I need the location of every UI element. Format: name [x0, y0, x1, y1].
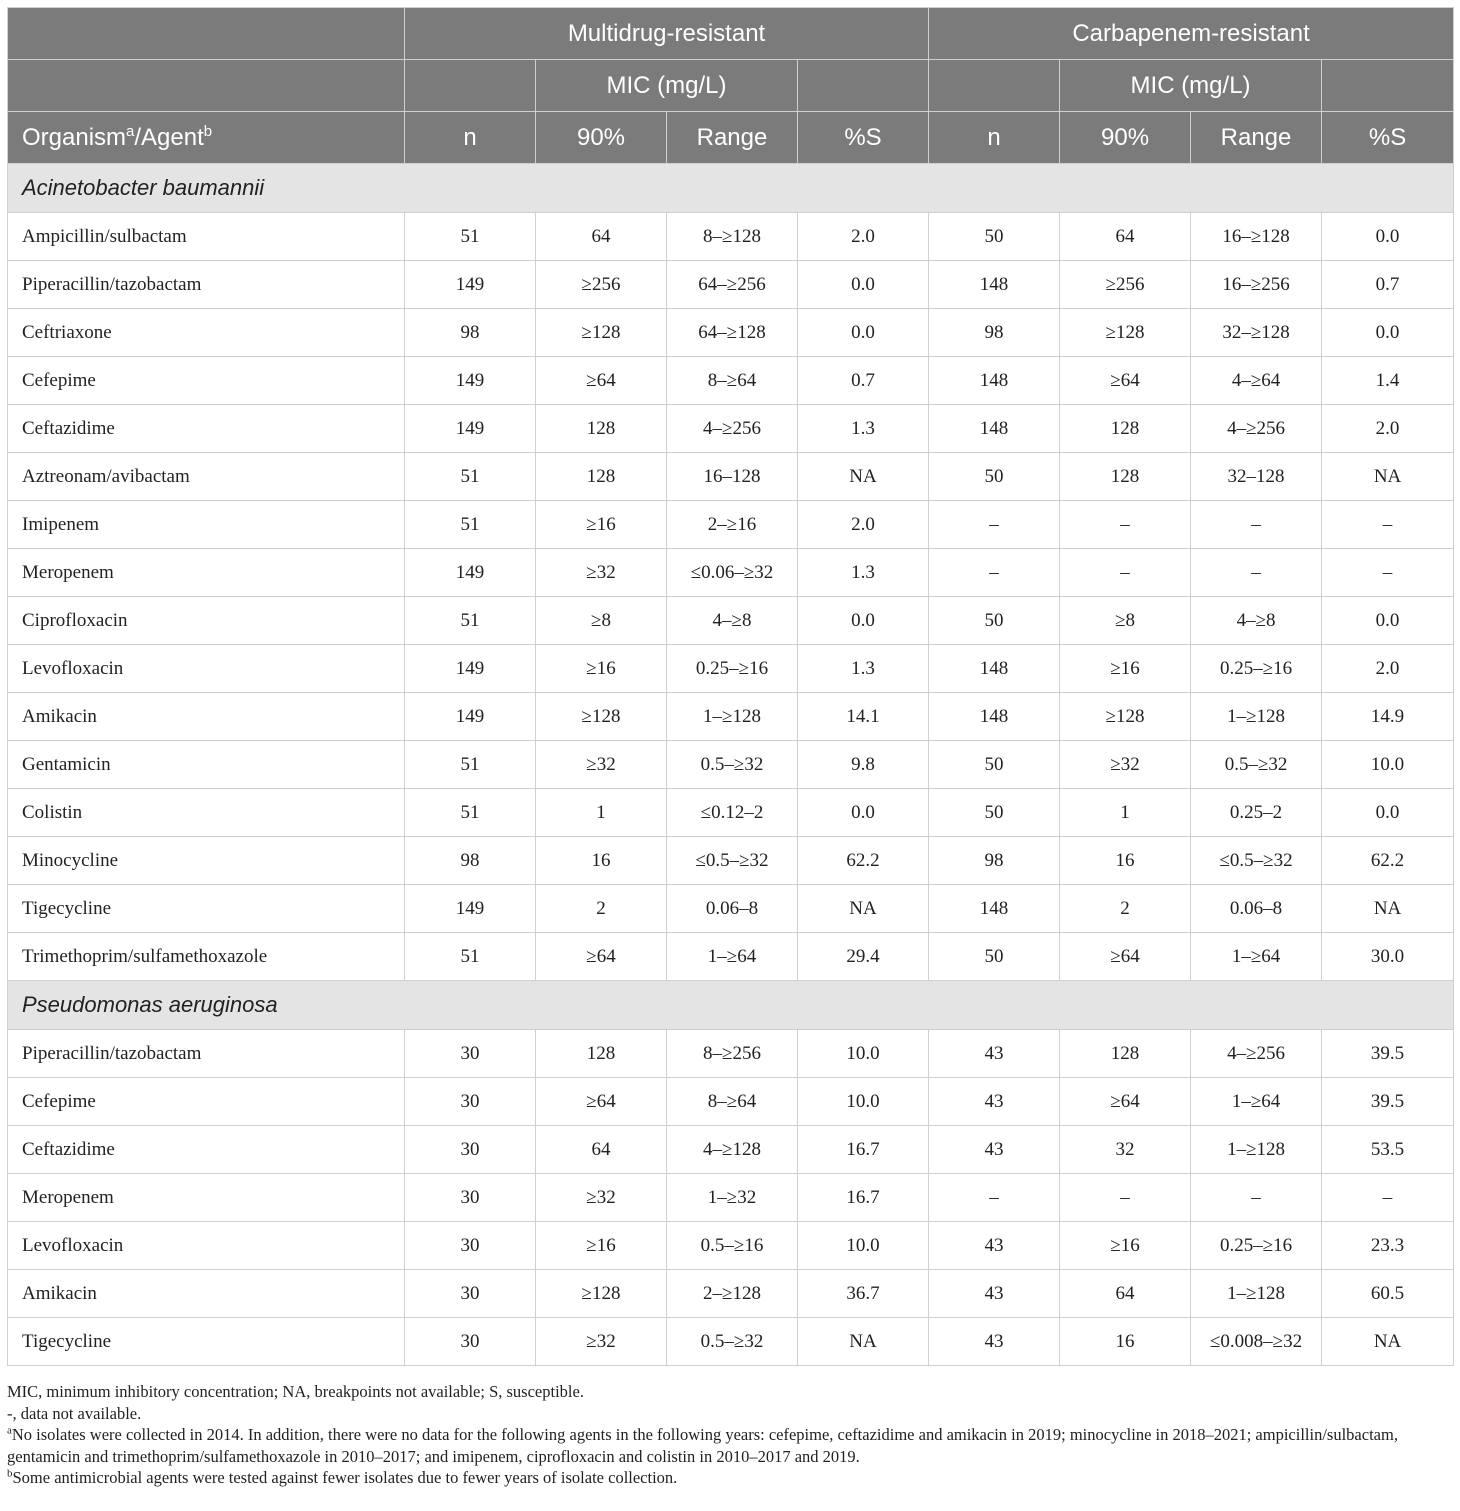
header-90: 90%	[536, 112, 667, 164]
cell-mic90-cr: 128	[1060, 1030, 1191, 1078]
cell-mic90-mdr: 16	[536, 837, 667, 885]
header-range: Range	[667, 112, 798, 164]
cell-mic90-mdr: ≥64	[536, 357, 667, 405]
cell-range-mdr: 8–≥256	[667, 1030, 798, 1078]
cell-range-cr: 0.5–≥32	[1191, 741, 1322, 789]
table-row	[8, 693, 1454, 741]
cell-percent-s-cr: NA	[1322, 453, 1454, 501]
cell-range-mdr: 0.25–≥16	[667, 645, 798, 693]
cell-range-cr: 1–≥64	[1191, 1078, 1322, 1126]
cell-n-mdr: 51	[405, 213, 536, 261]
cell-mic90-cr: ≥16	[1060, 1222, 1191, 1270]
header-row-mic	[8, 60, 1454, 112]
cell-percent-s-mdr: NA	[798, 1318, 929, 1366]
table-row	[8, 1174, 1454, 1222]
table-row	[8, 549, 1454, 597]
header-blank	[1322, 60, 1454, 112]
cell-n-cr: 43	[929, 1270, 1060, 1318]
footnote-dash: -, data not available.	[7, 1403, 142, 1423]
header-row-columns	[8, 112, 1454, 164]
cell-range-mdr: 8–≥64	[667, 357, 798, 405]
cell-mic90-mdr: 128	[536, 453, 667, 501]
cell-mic90-mdr: 128	[536, 1030, 667, 1078]
cell-agent: Minocycline	[8, 837, 405, 885]
cell-n-mdr: 51	[405, 453, 536, 501]
cell-n-cr: –	[929, 1174, 1060, 1222]
cell-n-mdr: 30	[405, 1078, 536, 1126]
cell-range-cr: 1–≥128	[1191, 1126, 1322, 1174]
cell-mic90-mdr: ≥32	[536, 549, 667, 597]
cell-percent-s-cr: 0.0	[1322, 597, 1454, 645]
table-row	[8, 1222, 1454, 1270]
cell-agent: Cefepime	[8, 1078, 405, 1126]
cell-percent-s-mdr: NA	[798, 453, 929, 501]
cell-n-mdr: 51	[405, 789, 536, 837]
cell-percent-s-cr: NA	[1322, 885, 1454, 933]
cell-percent-s-mdr: 29.4	[798, 933, 929, 981]
cell-range-cr: 0.25–≥16	[1191, 645, 1322, 693]
cell-percent-s-cr: NA	[1322, 1318, 1454, 1366]
cell-agent: Amikacin	[8, 693, 405, 741]
header-percent-s: %S	[1322, 112, 1454, 164]
header-blank	[405, 60, 536, 112]
cell-n-mdr: 30	[405, 1126, 536, 1174]
header-organism: Organism	[22, 123, 127, 151]
cell-percent-s-cr: 30.0	[1322, 933, 1454, 981]
cell-percent-s-mdr: NA	[798, 885, 929, 933]
cell-percent-s-mdr: 2.0	[798, 213, 929, 261]
cell-n-cr: 148	[929, 885, 1060, 933]
table-header	[8, 8, 1454, 164]
cell-n-mdr: 149	[405, 693, 536, 741]
cell-range-mdr: 8–≥64	[667, 1078, 798, 1126]
cell-percent-s-mdr: 1.3	[798, 645, 929, 693]
cell-range-cr: –	[1191, 1174, 1322, 1222]
cell-n-mdr: 30	[405, 1030, 536, 1078]
table-row	[8, 309, 1454, 357]
cell-mic90-cr: 64	[1060, 213, 1191, 261]
cell-n-mdr: 98	[405, 837, 536, 885]
cell-n-cr: 50	[929, 453, 1060, 501]
cell-percent-s-mdr: 62.2	[798, 837, 929, 885]
cell-range-cr: 0.25–≥16	[1191, 1222, 1322, 1270]
header-multidrug-resistant: Multidrug-resistant	[405, 8, 929, 60]
cell-n-cr: 43	[929, 1126, 1060, 1174]
header-organism-agent	[8, 112, 405, 164]
cell-range-cr: 16–≥128	[1191, 213, 1322, 261]
cell-range-mdr: 4–≥128	[667, 1126, 798, 1174]
cell-mic90-cr: ≥128	[1060, 309, 1191, 357]
cell-percent-s-cr: 0.0	[1322, 309, 1454, 357]
header-blank	[8, 8, 405, 60]
cell-range-cr: 16–≥256	[1191, 261, 1322, 309]
cell-n-cr: 148	[929, 645, 1060, 693]
cell-n-mdr: 149	[405, 357, 536, 405]
table-row	[8, 1030, 1454, 1078]
table-footnotes	[7, 1381, 1453, 1489]
cell-n-cr: 43	[929, 1078, 1060, 1126]
cell-mic90-cr: 128	[1060, 453, 1191, 501]
footnote-b-mark: b	[7, 1467, 13, 1480]
cell-agent: Piperacillin/tazobactam	[8, 1030, 405, 1078]
cell-mic90-cr: 64	[1060, 1270, 1191, 1318]
cell-agent: Ciprofloxacin	[8, 597, 405, 645]
cell-percent-s-mdr: 2.0	[798, 501, 929, 549]
cell-agent: Meropenem	[8, 1174, 405, 1222]
cell-agent: Amikacin	[8, 1270, 405, 1318]
table-row	[8, 501, 1454, 549]
cell-n-mdr: 30	[405, 1222, 536, 1270]
cell-n-cr: 50	[929, 933, 1060, 981]
cell-range-cr: –	[1191, 549, 1322, 597]
cell-range-mdr: 4–≥256	[667, 405, 798, 453]
cell-agent: Aztreonam/avibactam	[8, 453, 405, 501]
cell-percent-s-mdr: 0.0	[798, 789, 929, 837]
cell-range-cr: 32–≥128	[1191, 309, 1322, 357]
cell-range-cr: 4–≥8	[1191, 597, 1322, 645]
cell-n-mdr: 30	[405, 1270, 536, 1318]
footnote-a	[7, 1424, 1453, 1467]
cell-range-cr: –	[1191, 501, 1322, 549]
cell-n-mdr: 51	[405, 933, 536, 981]
cell-percent-s-cr: 10.0	[1322, 741, 1454, 789]
cell-n-cr: 98	[929, 837, 1060, 885]
cell-mic90-mdr: 2	[536, 885, 667, 933]
table-row	[8, 357, 1454, 405]
cell-percent-s-mdr: 0.0	[798, 261, 929, 309]
cell-mic90-cr: 2	[1060, 885, 1191, 933]
cell-agent: Cefepime	[8, 357, 405, 405]
cell-percent-s-mdr: 0.0	[798, 597, 929, 645]
cell-percent-s-mdr: 16.7	[798, 1126, 929, 1174]
cell-range-mdr: ≤0.12–2	[667, 789, 798, 837]
cell-percent-s-cr: 2.0	[1322, 405, 1454, 453]
cell-mic90-mdr: 1	[536, 789, 667, 837]
cell-mic90-cr: 1	[1060, 789, 1191, 837]
cell-mic90-cr: –	[1060, 501, 1191, 549]
cell-agent: Tigecycline	[8, 1318, 405, 1366]
cell-mic90-cr: ≥64	[1060, 357, 1191, 405]
cell-range-mdr: 0.5–≥32	[667, 1318, 798, 1366]
cell-range-cr: ≤0.008–≥32	[1191, 1318, 1322, 1366]
cell-mic90-cr: 32	[1060, 1126, 1191, 1174]
cell-n-cr: 148	[929, 405, 1060, 453]
cell-percent-s-mdr: 1.3	[798, 549, 929, 597]
cell-range-mdr: 2–≥16	[667, 501, 798, 549]
cell-range-mdr: 64–≥256	[667, 261, 798, 309]
organism-name: Pseudomonas aeruginosa	[8, 981, 1454, 1030]
cell-mic90-cr: 128	[1060, 405, 1191, 453]
cell-range-cr: 1–≥64	[1191, 933, 1322, 981]
header-n: n	[405, 112, 536, 164]
cell-percent-s-mdr: 36.7	[798, 1270, 929, 1318]
cell-n-mdr: 30	[405, 1174, 536, 1222]
header-percent-s: %S	[798, 112, 929, 164]
header-90: 90%	[1060, 112, 1191, 164]
organism-name: Acinetobacter baumannii	[8, 164, 1454, 213]
header-blank	[798, 60, 929, 112]
cell-agent: Ampicillin/sulbactam	[8, 213, 405, 261]
cell-mic90-mdr: ≥32	[536, 1174, 667, 1222]
cell-percent-s-cr: 60.5	[1322, 1270, 1454, 1318]
cell-mic90-mdr: 64	[536, 213, 667, 261]
cell-n-cr: 50	[929, 789, 1060, 837]
table-body	[8, 164, 1454, 1366]
cell-range-mdr: 0.5–≥32	[667, 741, 798, 789]
cell-mic90-cr: ≥64	[1060, 1078, 1191, 1126]
table-row	[8, 741, 1454, 789]
cell-agent: Levofloxacin	[8, 1222, 405, 1270]
cell-n-cr: 50	[929, 213, 1060, 261]
header-mic-carbapenem: MIC (mg/L)	[1060, 60, 1322, 112]
header-n: n	[929, 112, 1060, 164]
cell-percent-s-mdr: 14.1	[798, 693, 929, 741]
cell-percent-s-cr: –	[1322, 549, 1454, 597]
cell-range-cr: 0.06–8	[1191, 885, 1322, 933]
cell-percent-s-cr: 62.2	[1322, 837, 1454, 885]
cell-range-mdr: 8–≥128	[667, 213, 798, 261]
header-range: Range	[1191, 112, 1322, 164]
header-carbapenem-resistant: Carbapenem-resistant	[929, 8, 1454, 60]
cell-mic90-mdr: ≥8	[536, 597, 667, 645]
cell-n-cr: 98	[929, 309, 1060, 357]
footnote-a-text: No isolates were collected in 2014. In addition, there were no data for the following agents in the following years: cefepime, ceftazidime and amikacin in 2019; minocycline in 2018–2021; ampicillin/sulbactam, gentamicin and trimethoprim/sulfamethoxazole in 2010–2017; and imipenem, ciprofloxacin and colistin in 2010–2017 and 2019.	[7, 1425, 1398, 1466]
cell-mic90-cr: ≥256	[1060, 261, 1191, 309]
cell-agent: Trimethoprim/sulfamethoxazole	[8, 933, 405, 981]
cell-range-mdr: 1–≥64	[667, 933, 798, 981]
cell-n-cr: 43	[929, 1318, 1060, 1366]
cell-n-cr: 50	[929, 597, 1060, 645]
cell-percent-s-mdr: 10.0	[798, 1030, 929, 1078]
cell-agent: Colistin	[8, 789, 405, 837]
cell-mic90-mdr: ≥32	[536, 741, 667, 789]
cell-n-mdr: 51	[405, 501, 536, 549]
cell-agent: Imipenem	[8, 501, 405, 549]
organism-group-row	[8, 164, 1454, 213]
cell-percent-s-mdr: 10.0	[798, 1222, 929, 1270]
table-row	[8, 261, 1454, 309]
cell-mic90-mdr: ≥256	[536, 261, 667, 309]
cell-percent-s-cr: –	[1322, 1174, 1454, 1222]
cell-range-mdr: 64–≥128	[667, 309, 798, 357]
cell-percent-s-cr: 39.5	[1322, 1078, 1454, 1126]
cell-percent-s-cr: –	[1322, 501, 1454, 549]
table-row	[8, 645, 1454, 693]
cell-agent: Meropenem	[8, 549, 405, 597]
cell-n-cr: –	[929, 501, 1060, 549]
cell-range-mdr: ≤0.5–≥32	[667, 837, 798, 885]
cell-range-mdr: 1–≥32	[667, 1174, 798, 1222]
table-row	[8, 1270, 1454, 1318]
cell-range-cr: 4–≥64	[1191, 357, 1322, 405]
cell-range-mdr: 16–128	[667, 453, 798, 501]
table-row	[8, 597, 1454, 645]
cell-mic90-mdr: ≥32	[536, 1318, 667, 1366]
cell-percent-s-cr: 23.3	[1322, 1222, 1454, 1270]
footnote-b	[7, 1467, 1453, 1489]
cell-range-mdr: ≤0.06–≥32	[667, 549, 798, 597]
cell-mic90-cr: ≥64	[1060, 933, 1191, 981]
cell-mic90-mdr: ≥16	[536, 501, 667, 549]
cell-mic90-cr: ≥128	[1060, 693, 1191, 741]
cell-mic90-cr: –	[1060, 549, 1191, 597]
cell-percent-s-cr: 1.4	[1322, 357, 1454, 405]
header-row-groups	[8, 8, 1454, 60]
cell-agent: Levofloxacin	[8, 645, 405, 693]
cell-range-mdr: 2–≥128	[667, 1270, 798, 1318]
cell-n-mdr: 149	[405, 405, 536, 453]
cell-n-mdr: 149	[405, 549, 536, 597]
table-row	[8, 933, 1454, 981]
cell-range-mdr: 4–≥8	[667, 597, 798, 645]
cell-mic90-cr: ≥8	[1060, 597, 1191, 645]
cell-mic90-cr: ≥16	[1060, 645, 1191, 693]
cell-n-mdr: 30	[405, 1318, 536, 1366]
table-row	[8, 1126, 1454, 1174]
cell-range-cr: 32–128	[1191, 453, 1322, 501]
cell-percent-s-cr: 53.5	[1322, 1126, 1454, 1174]
cell-percent-s-mdr: 9.8	[798, 741, 929, 789]
cell-n-cr: 50	[929, 741, 1060, 789]
cell-range-cr: 4–≥256	[1191, 405, 1322, 453]
cell-range-mdr: 1–≥128	[667, 693, 798, 741]
footnote-mark-b: b	[203, 122, 213, 140]
table-row	[8, 1078, 1454, 1126]
cell-n-cr: 148	[929, 357, 1060, 405]
footnote-abbreviations: MIC, minimum inhibitory concentration; NA, breakpoints not available; S, susceptible.	[7, 1382, 584, 1401]
cell-percent-s-mdr: 0.0	[798, 309, 929, 357]
cell-mic90-cr: ≥32	[1060, 741, 1191, 789]
cell-n-mdr: 51	[405, 597, 536, 645]
cell-mic90-mdr: 64	[536, 1126, 667, 1174]
cell-range-mdr: 0.5–≥16	[667, 1222, 798, 1270]
cell-n-mdr: 149	[405, 645, 536, 693]
cell-n-cr: 148	[929, 261, 1060, 309]
cell-percent-s-cr: 0.0	[1322, 213, 1454, 261]
cell-mic90-mdr: ≥16	[536, 1222, 667, 1270]
cell-n-cr: 148	[929, 693, 1060, 741]
cell-agent: Ceftazidime	[8, 1126, 405, 1174]
cell-agent: Ceftazidime	[8, 405, 405, 453]
cell-mic90-mdr: ≥128	[536, 1270, 667, 1318]
cell-n-mdr: 51	[405, 741, 536, 789]
cell-mic90-mdr: ≥64	[536, 933, 667, 981]
cell-range-cr: 1–≥128	[1191, 1270, 1322, 1318]
cell-agent: Gentamicin	[8, 741, 405, 789]
cell-mic90-cr: 16	[1060, 837, 1191, 885]
cell-mic90-mdr: ≥16	[536, 645, 667, 693]
cell-range-cr: ≤0.5–≥32	[1191, 837, 1322, 885]
cell-n-mdr: 149	[405, 885, 536, 933]
table-row	[8, 453, 1454, 501]
cell-agent: Tigecycline	[8, 885, 405, 933]
cell-mic90-mdr: ≥128	[536, 693, 667, 741]
cell-percent-s-mdr: 0.7	[798, 357, 929, 405]
footnote-mark-a: a	[126, 122, 135, 140]
cell-percent-s-cr: 39.5	[1322, 1030, 1454, 1078]
cell-percent-s-cr: 14.9	[1322, 693, 1454, 741]
cell-n-cr: –	[929, 549, 1060, 597]
header-agent: /Agent	[134, 123, 204, 151]
header-mic-multidrug: MIC (mg/L)	[536, 60, 798, 112]
cell-percent-s-cr: 0.7	[1322, 261, 1454, 309]
cell-agent: Ceftriaxone	[8, 309, 405, 357]
cell-agent: Piperacillin/tazobactam	[8, 261, 405, 309]
cell-percent-s-mdr: 10.0	[798, 1078, 929, 1126]
cell-mic90-cr: 16	[1060, 1318, 1191, 1366]
cell-range-cr: 4–≥256	[1191, 1030, 1322, 1078]
susceptibility-table	[7, 7, 1454, 1366]
table-row	[8, 789, 1454, 837]
cell-range-mdr: 0.06–8	[667, 885, 798, 933]
cell-percent-s-mdr: 16.7	[798, 1174, 929, 1222]
footnote-b-text: Some antimicrobial agents were tested against fewer isolates due to fewer years of isolate collection.	[12, 1468, 678, 1487]
cell-mic90-cr: –	[1060, 1174, 1191, 1222]
cell-n-cr: 43	[929, 1030, 1060, 1078]
table-row	[8, 213, 1454, 261]
cell-mic90-mdr: ≥64	[536, 1078, 667, 1126]
cell-mic90-mdr: 128	[536, 405, 667, 453]
cell-n-cr: 43	[929, 1222, 1060, 1270]
cell-percent-s-mdr: 1.3	[798, 405, 929, 453]
footnote-a-mark: a	[7, 1424, 12, 1437]
organism-group-row	[8, 981, 1454, 1030]
cell-percent-s-cr: 2.0	[1322, 645, 1454, 693]
cell-n-mdr: 149	[405, 261, 536, 309]
cell-range-cr: 1–≥128	[1191, 693, 1322, 741]
table-row	[8, 1318, 1454, 1366]
table-row	[8, 405, 1454, 453]
cell-n-mdr: 98	[405, 309, 536, 357]
cell-mic90-mdr: ≥128	[536, 309, 667, 357]
table-row	[8, 885, 1454, 933]
header-blank	[929, 60, 1060, 112]
header-blank	[8, 60, 405, 112]
cell-range-cr: 0.25–2	[1191, 789, 1322, 837]
table-row	[8, 837, 1454, 885]
cell-percent-s-cr: 0.0	[1322, 789, 1454, 837]
